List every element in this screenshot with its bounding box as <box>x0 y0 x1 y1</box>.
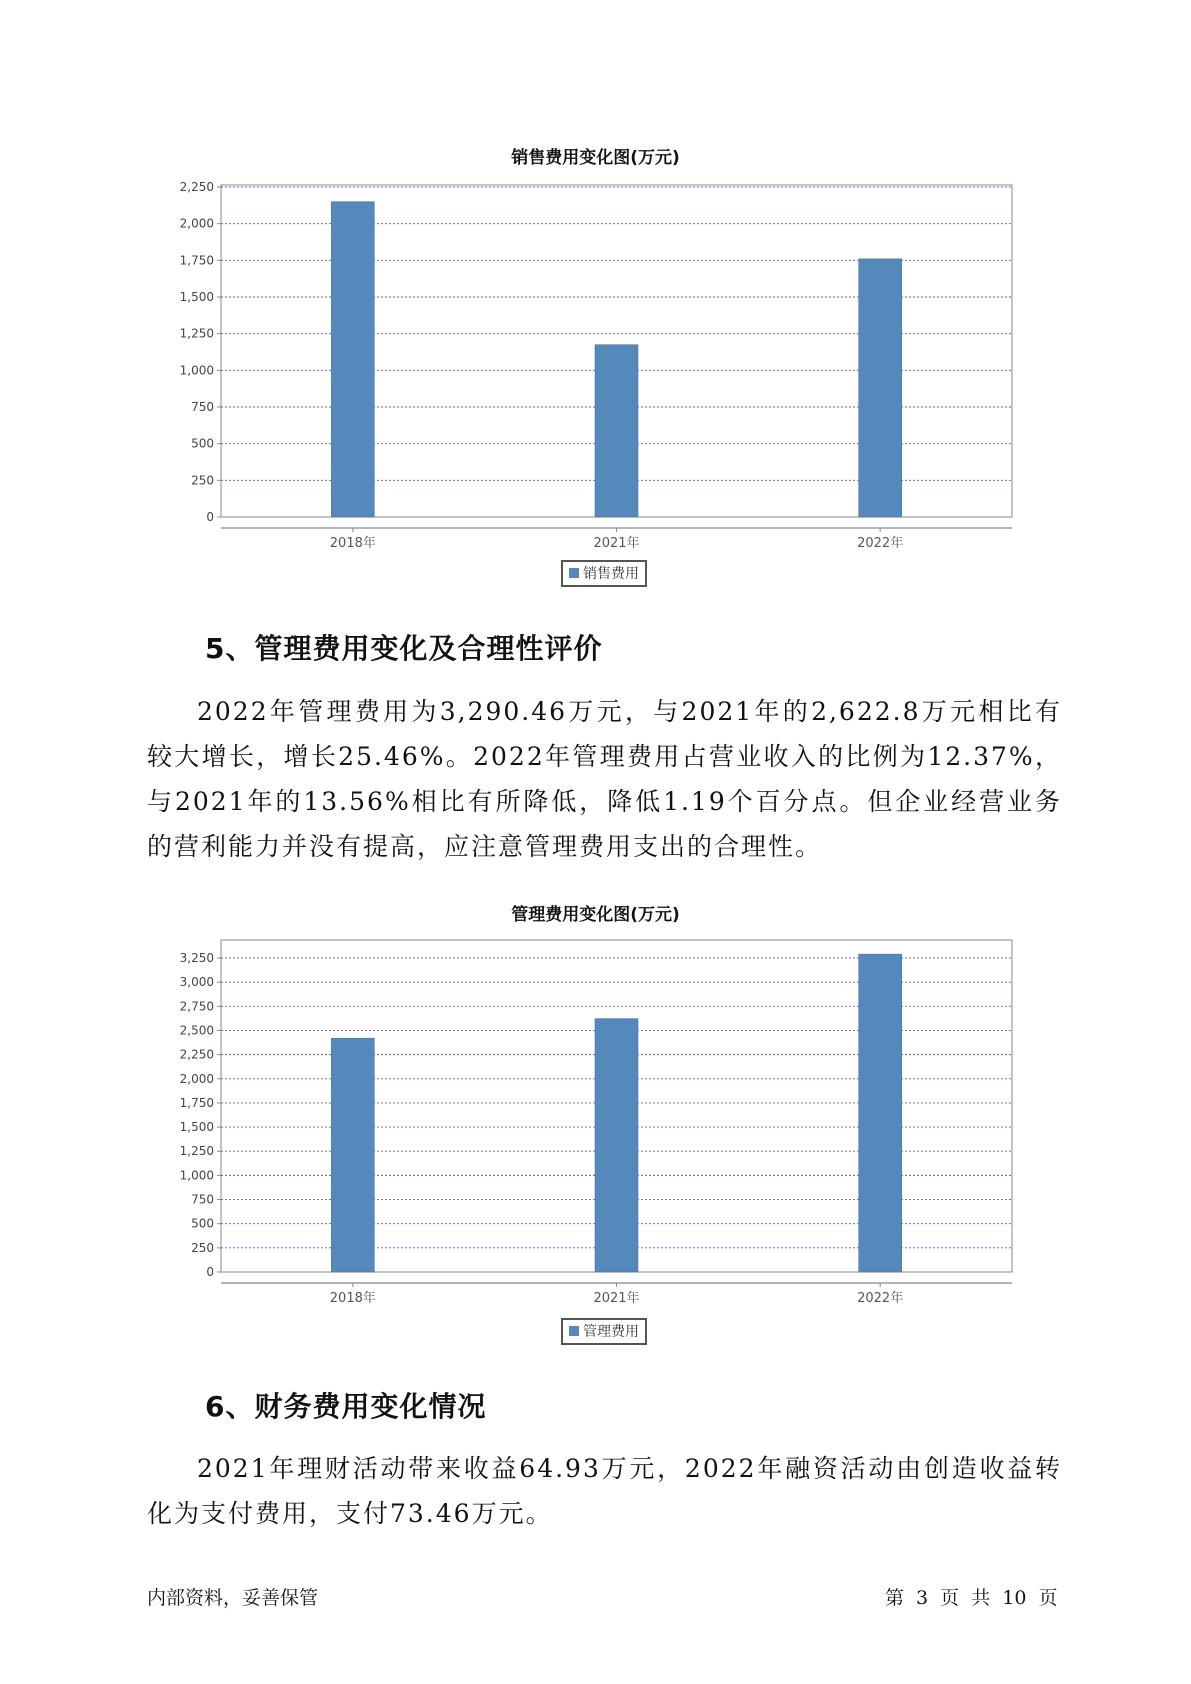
section-6-heading: 6、财务费用变化情况 <box>205 1390 487 1423</box>
y-tick-label: 1,500 <box>179 1120 214 1135</box>
y-tick-label: 1,500 <box>179 290 214 304</box>
y-tick-label: 250 <box>191 473 214 488</box>
y-tick-label: 2,500 <box>179 1023 214 1038</box>
x-tick-label: 2018年 <box>329 1291 376 1306</box>
section-5-heading: 5、管理费用变化及合理性评价 <box>205 632 603 665</box>
legend-label: 管理费用 <box>583 1324 639 1340</box>
section-5-paragraph: 2022年管理费用为3,290.46万元，与2021年的2,622.8万元相比有较大增长，增长25.46%。2022年管理费用占营业收入的比例为12.37%，与2021年的13.56%相比有所降低，降低1.19个百分点。但企业经营业务的营利能力并没有提高，应注意管理费用支出的合理性。 <box>147 697 1062 861</box>
y-tick-label: 3,000 <box>179 975 214 990</box>
x-tick-label: 2021年 <box>593 1291 640 1306</box>
y-tick-label: 2,250 <box>179 180 214 194</box>
y-tick-label: 250 <box>191 1240 214 1255</box>
y-tick-label: 2,000 <box>179 216 214 231</box>
legend-swatch <box>569 1326 579 1336</box>
x-tick-label: 2018年 <box>329 536 376 551</box>
y-tick-label: 750 <box>191 1192 214 1207</box>
x-tick-label: 2022年 <box>857 1291 904 1306</box>
footer-confidential-note: 内部资料，妥善保管 <box>147 1587 319 1609</box>
y-tick-label: 0 <box>206 1265 214 1279</box>
y-tick-label: 1,000 <box>179 1168 214 1183</box>
x-tick-label: 2021年 <box>593 536 640 551</box>
bar <box>595 1019 638 1272</box>
y-tick-label: 750 <box>191 400 214 414</box>
footer-page-number: 第 3 页 共 10 页 <box>885 1587 1058 1609</box>
y-tick-label: 2,250 <box>179 1047 214 1062</box>
y-tick-label: 500 <box>191 1216 214 1231</box>
y-tick-label: 1,750 <box>179 253 214 268</box>
section-6-paragraph: 2021年理财活动带来收益64.93万元，2022年融资活动由创造收益转化为支付费用，支付73.46万元。 <box>147 1454 1062 1528</box>
legend-label: 销售费用 <box>583 566 639 582</box>
x-tick-label: 2022年 <box>857 536 904 551</box>
sales-chart-title: 销售费用变化图(万元) <box>511 148 680 168</box>
y-tick-label: 0 <box>206 510 214 524</box>
y-tick-label: 3,250 <box>179 951 214 965</box>
bar <box>331 1038 374 1272</box>
y-tick-label: 1,000 <box>179 363 214 378</box>
y-tick-label: 2,750 <box>179 999 214 1014</box>
y-tick-label: 1,750 <box>179 1095 214 1110</box>
bar <box>859 954 902 1272</box>
y-tick-label: 1,250 <box>179 326 214 341</box>
y-tick-label: 1,250 <box>179 1144 214 1159</box>
y-tick-label: 2,000 <box>179 1071 214 1086</box>
admin-chart-title: 管理费用变化图(万元) <box>511 905 680 925</box>
y-tick-label: 500 <box>191 436 214 451</box>
admin-chart-legend <box>561 1318 647 1345</box>
